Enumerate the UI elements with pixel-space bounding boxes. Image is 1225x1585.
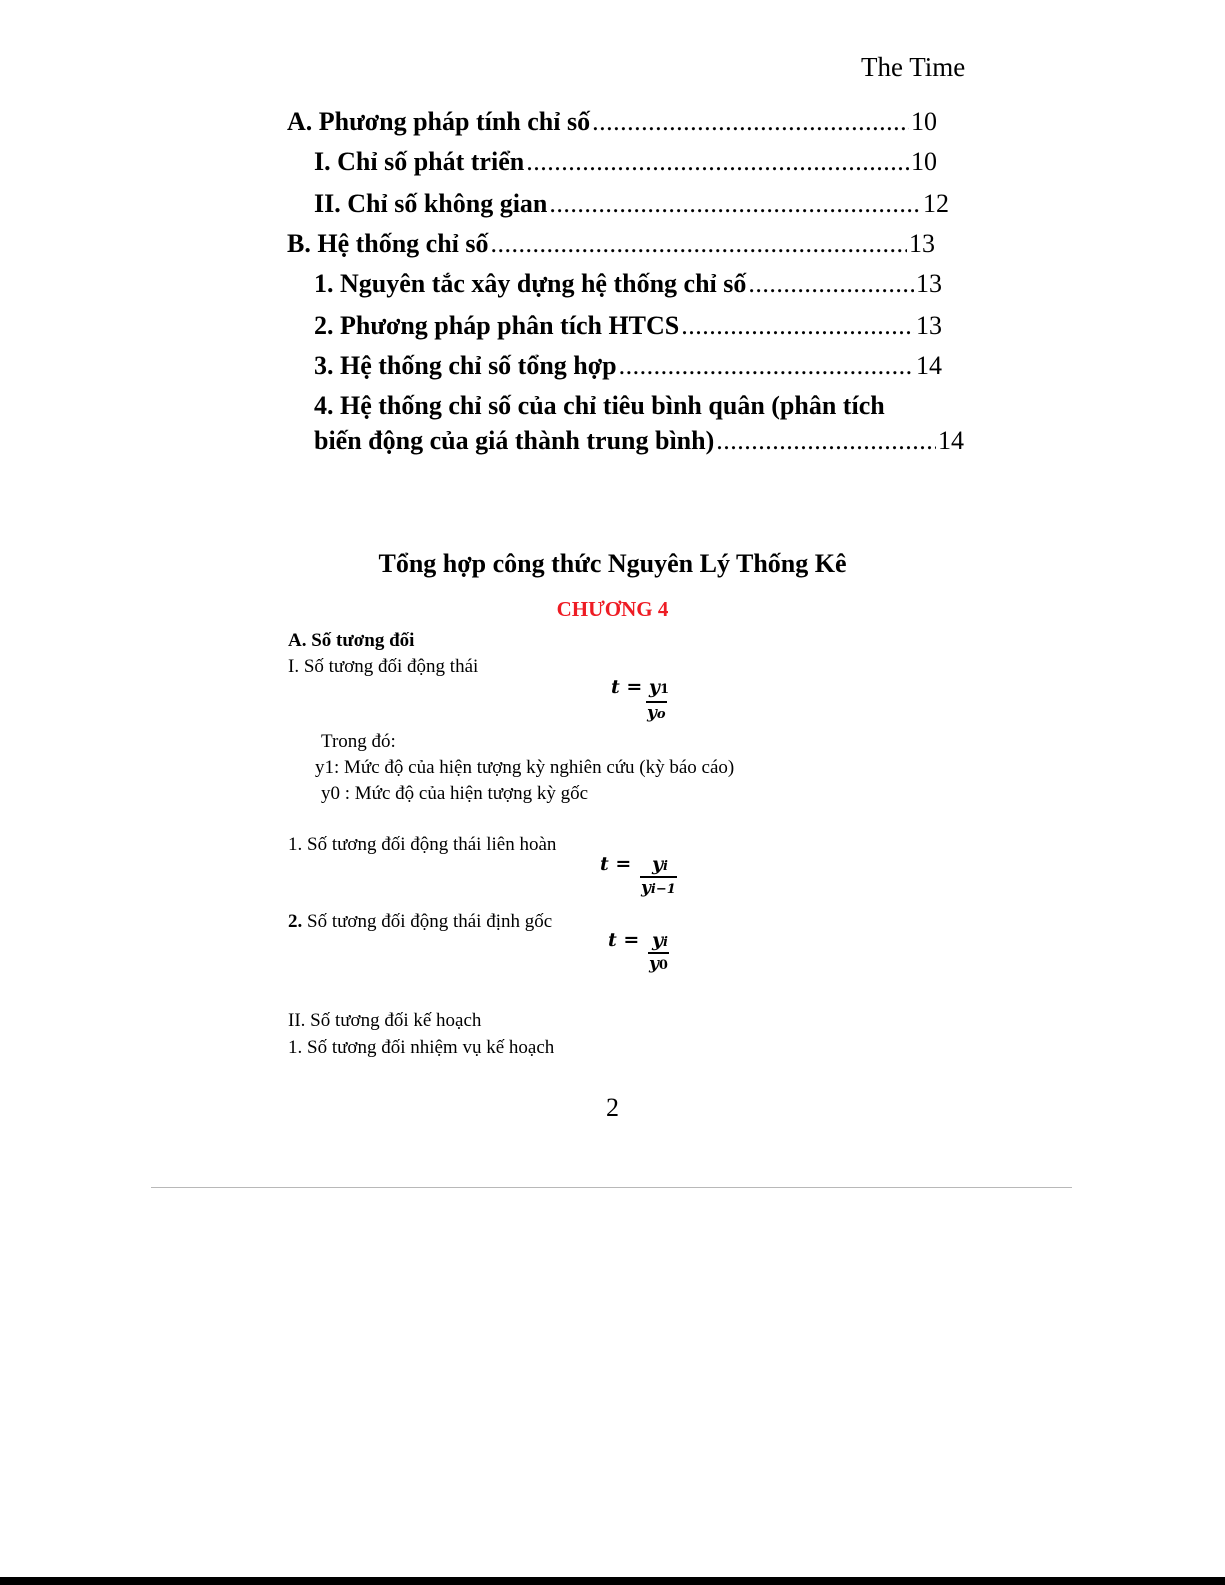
chapter-heading: CHƯƠNG 4 — [556, 597, 669, 621]
list-item-text: Số tương đối động thái định gốc — [302, 911, 553, 932]
list-item-heading — [288, 911, 552, 933]
variable-description: y1: Mức độ của hiện tượng kỳ nghiên cứu (kỳ báo cáo) — [315, 757, 735, 778]
where-label: Trong đó: — [321, 731, 396, 752]
toc-leader-dots — [619, 348, 914, 384]
formula-base-numerator: yi — [652, 929, 668, 951]
toc-leader-dots — [681, 308, 914, 344]
bottom-edge-rule — [0, 1577, 1225, 1585]
page-number: 2 — [606, 1093, 619, 1122]
list-item-number: 2. — [288, 911, 303, 932]
formula-chain-numerator: yi — [652, 853, 668, 875]
toc-entry-label: 2. Phương pháp phân tích HTCS — [314, 311, 680, 340]
toc-entry[interactable] — [314, 423, 964, 459]
formula-lhs: t = y — [611, 676, 660, 698]
toc-entry-label: B. Hệ thống chỉ số — [287, 229, 489, 258]
toc-entry-page: 13 — [916, 311, 942, 340]
section-heading: A. Số tương đối — [288, 630, 415, 651]
toc-entry-page: 14 — [916, 351, 942, 380]
list-item-heading: 1. Số tương đối động thái liên hoàn — [288, 834, 557, 855]
formula-base-denominator: y0 — [649, 954, 668, 974]
toc-entry-page: 14 — [938, 426, 964, 455]
toc-entry-page: 10 — [911, 147, 937, 176]
toc-entry-page: 10 — [911, 107, 937, 136]
toc-leader-dots — [491, 226, 907, 262]
toc-entry[interactable] — [287, 104, 937, 140]
toc-leader-dots — [526, 144, 909, 180]
formula-denominator-subscript: o — [656, 707, 666, 722]
toc-entry-label: I. Chỉ số phát triển — [314, 147, 525, 176]
formula-chain-denominator: yi−1 — [641, 878, 676, 898]
toc-leader-dots — [549, 186, 921, 222]
toc-entry-label: 1. Nguyên tắc xây dựng hệ thống chỉ số — [314, 269, 747, 298]
toc-entry[interactable] — [314, 348, 942, 384]
formula-denominator — [646, 701, 667, 725]
formula-base-lhs: t = — [608, 929, 640, 951]
toc-entry-label: 3. Hệ thống chỉ số tổng hợp — [314, 351, 617, 380]
toc-entry-label: A. Phương pháp tính chỉ số — [287, 107, 591, 136]
toc-entry[interactable] — [287, 226, 935, 262]
running-header: The Time — [861, 52, 966, 82]
toc-entry-page: 12 — [923, 189, 949, 218]
toc-entry-label-line2: biến động của giá thành trung bình) — [314, 426, 715, 455]
formula-numerator-subscript: 1 — [659, 682, 670, 697]
toc-entry-label-line1: 4. Hệ thống chỉ số của chỉ tiêu bình quân (phân tích — [314, 391, 885, 420]
toc-entry-page: 13 — [916, 269, 942, 298]
toc-entry-label: II. Chỉ số không gian — [314, 189, 548, 218]
formula-chain-lhs: t = — [600, 853, 632, 875]
subsection-heading: I. Số tương đối động thái — [288, 656, 479, 677]
toc-entry[interactable] — [314, 144, 937, 180]
subsection-heading: II. Số tương đối kế hoạch — [288, 1010, 482, 1031]
toc-entry-page: 13 — [909, 229, 935, 258]
toc-leader-dots — [716, 423, 936, 459]
toc-entry[interactable] — [314, 308, 942, 344]
formula-relative-dynamic — [611, 676, 669, 698]
toc-leader-dots — [592, 104, 909, 140]
page-divider — [151, 1187, 1072, 1188]
variable-description: y0 : Mức độ của hiện tượng kỳ gốc — [321, 783, 589, 804]
list-item-heading: 1. Số tương đối nhiệm vụ kế hoạch — [288, 1037, 555, 1058]
toc-entry[interactable] — [314, 266, 942, 302]
document-title: Tổng hợp công thức Nguyên Lý Thống Kê — [378, 549, 847, 578]
formula-denominator-base: y — [647, 703, 657, 723]
toc-leader-dots — [748, 266, 914, 302]
toc-entry[interactable] — [314, 186, 949, 222]
